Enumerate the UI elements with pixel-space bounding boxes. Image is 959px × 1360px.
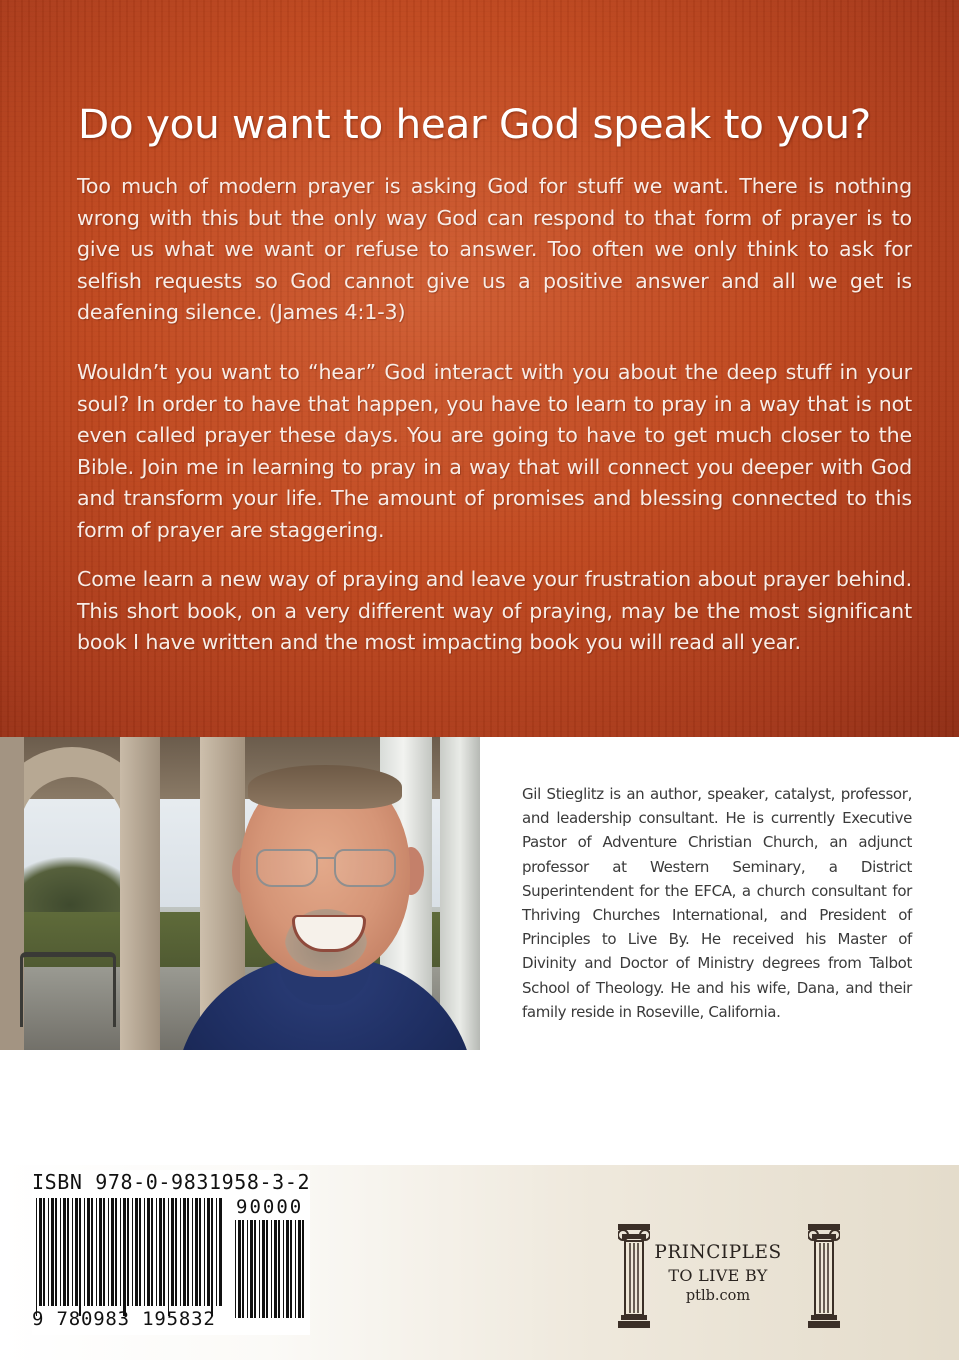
barcode-bar [295,1220,296,1318]
barcode-bar [39,1198,42,1306]
barcode-bar [72,1198,73,1306]
barcode-bar [278,1220,280,1318]
barcode-bar [259,1220,260,1318]
barcode-bar [254,1220,256,1318]
barcode-bar [250,1220,253,1318]
barcode-bar [156,1198,157,1306]
barcode-bar [195,1198,198,1306]
barcode-bar [147,1198,150,1306]
description-paragraph-3: Come learn a new way of praying and leave your frustration about prayer behind. This short book, on a very different way of praying, may be the most significant book I have written and the most impacting book you will read all year. [77,567,912,655]
barcode-bar [290,1220,292,1318]
barcode-bar [96,1198,97,1306]
barcode-bar [171,1198,174,1306]
barcode-bar [67,1198,69,1306]
barcode-bar [120,1198,121,1306]
barcode-bar [216,1198,217,1306]
barcode-bar [43,1198,45,1306]
barcode-bar [204,1198,205,1306]
description-paragraph-2: Wouldn’t you want to “hear” God interact with you about the deep stuff in your soul? In order to have that happen, you have to learn to pray in a way that is not even called prayer these days. You are going to have to get much closer to the Bible. Join me in learning to pray in a way that will connect you deeper with God and transform your life. The amount of promises and blessing connected to this form of prayer are staggering. [77,360,912,542]
barcode-addon-bars [235,1220,307,1328]
barcode-bar [266,1220,268,1318]
left-column-icon [618,1224,650,1328]
barcode-bar [192,1198,193,1306]
right-column-icon [808,1224,840,1328]
barcode-bars [36,1198,224,1316]
barcode-bar [219,1198,222,1306]
barcode-bar [183,1198,186,1306]
barcode-bar [115,1198,117,1306]
barcode-bar [274,1220,277,1318]
barcode-bar [48,1198,49,1306]
barcode-bar [262,1220,265,1318]
barcode-bar [144,1198,145,1306]
barcode-bar [108,1198,109,1306]
barcode-bar [159,1198,162,1306]
barcode-bar [238,1220,241,1318]
logo-website: ptlb.com [685,1288,751,1304]
barcode-bar [87,1198,90,1306]
barcode-digits: 9 780983 195832 [32,1308,216,1330]
isbn-label: ISBN 978-0-9831958-3-2 [32,1170,311,1194]
barcode-bar [207,1198,210,1306]
author-bio: Gil Stieglitz is an author, speaker, catalyst, professor, and leadership consultant. He is currently Executive Pastor of Adventure Christian Church, an adjunct professor at Western Seminary, a District Superintendent for the EFCA, a church consultant for Thriving Churches International, and President of Principles to Live By. He received his Master of Divinity and Doctor of Ministry degrees from Talbot School of Theology. He and his wife, Dana, and their family reside in Roseville, California. [522,785,912,1021]
barcode-bar [151,1198,153,1306]
barcode-bar [302,1220,304,1318]
barcode-bar [84,1198,85,1306]
barcode-bar [55,1198,57,1306]
barcode-bar [123,1198,126,1316]
barcode-bar [51,1198,54,1306]
barcode-bar [271,1220,272,1318]
barcode-bar [175,1198,177,1306]
description-paragraph-1: Too much of modern prayer is asking God for stuff we want. There is nothing wrong with this but the only way God can respond to that form of prayer is to give us what we want or refuse to answer. Too often we only think to ask for selfish requests so God cannot give us a positive answer and all we get is deafening silence. (James 4:1-3) [77,174,912,325]
isbn-barcode [32,1170,310,1335]
barcode-bar [180,1198,181,1306]
barcode-bar [75,1198,78,1306]
barcode-bar [127,1198,129,1306]
barcode-bar [211,1198,213,1316]
barcode-bar [283,1220,284,1318]
barcode-bar [247,1220,248,1318]
barcode-addon-number: 90000 [236,1196,304,1218]
barcode-bar [91,1198,93,1306]
barcode-bar [132,1198,133,1306]
logo-line-to-live-by: TO LIVE BY [668,1266,768,1285]
barcode-bar [168,1198,169,1316]
barcode-bar [103,1198,105,1306]
barcode-bar [286,1220,289,1318]
barcode-bar [79,1198,81,1316]
barcode-bar [139,1198,141,1306]
barcode-bar [135,1198,138,1306]
barcode-bar [235,1220,236,1318]
barcode-bar [187,1198,189,1306]
barcode-bar [36,1198,37,1316]
barcode-bar [60,1198,61,1306]
author-photo [0,737,480,1050]
headline: Do you want to hear God speak to you? [78,100,871,148]
barcode-bar [163,1198,165,1306]
barcode-bar [199,1198,201,1306]
barcode-bar [111,1198,114,1306]
barcode-bar [242,1220,244,1318]
barcode-bar [99,1198,102,1306]
barcode-bar [298,1220,301,1318]
publisher-logo [618,1222,843,1330]
logo-line-principles: PRINCIPLES [654,1242,782,1263]
barcode-bar [63,1198,66,1306]
